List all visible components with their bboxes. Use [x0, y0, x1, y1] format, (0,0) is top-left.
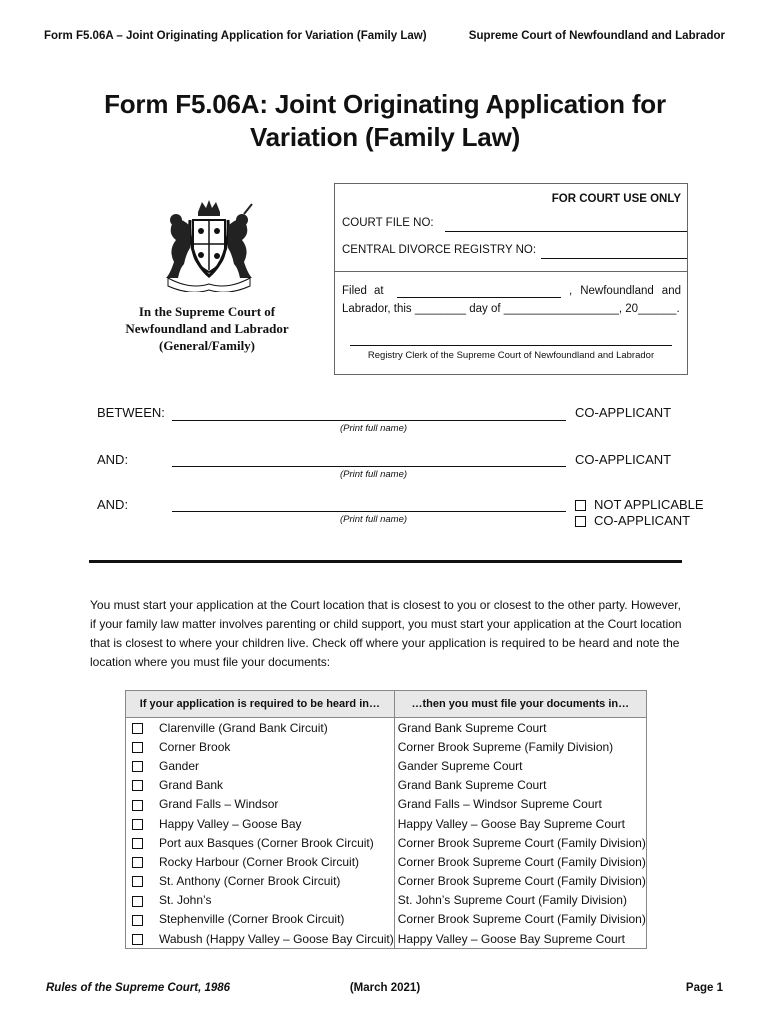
- heard-location-label: St. Anthony (Corner Brook Circuit): [159, 874, 341, 889]
- table-row: [126, 833, 647, 852]
- filing-location-cell: Corner Brook Supreme Court (Family Division): [394, 833, 646, 852]
- heard-location-label: St. John’s: [159, 893, 212, 908]
- heard-location-cell[interactable]: [126, 929, 395, 949]
- registry-clerk-caption: Registry Clerk of the Supreme Court of Newfoundland and Labrador: [367, 350, 655, 361]
- heard-location-label: Happy Valley – Goose Bay: [159, 816, 302, 831]
- print-full-name-caption-3: (Print full name): [340, 514, 408, 525]
- divorce-registry-field[interactable]: [541, 258, 687, 259]
- coat-of-arms-icon: [160, 198, 258, 292]
- table-row: [126, 776, 647, 795]
- location-checkbox[interactable]: [132, 742, 143, 753]
- filing-location-cell: Grand Falls – Windsor Supreme Court: [394, 795, 646, 814]
- location-checkbox[interactable]: [132, 838, 143, 849]
- not-applicable-checkbox[interactable]: [575, 500, 586, 511]
- table-header-file: …then you must file your documents in…: [394, 691, 646, 718]
- co-applicant-checkbox[interactable]: [575, 516, 586, 527]
- table-row: [126, 814, 647, 833]
- table-row: [126, 872, 647, 891]
- print-full-name-caption-1: (Print full name): [340, 423, 408, 434]
- heard-location-label: Port aux Basques (Corner Brook Circuit): [159, 835, 374, 850]
- instructions-paragraph: You must start your application at the Court location that is closest to you or closest to the other party. However, if your family law matter involves parenting or child support, you must start your application at the Court location that is closest to where your children live. Check off where your application is required to be heard and note the location where you must file your documents:: [90, 598, 682, 669]
- court-file-no-field[interactable]: [445, 231, 687, 232]
- table-row: [126, 756, 647, 775]
- court-name-block: [112, 303, 302, 354]
- page-title: [0, 88, 770, 154]
- heard-location-cell[interactable]: [126, 814, 395, 833]
- co-applicant-2-name-field[interactable]: [172, 466, 566, 467]
- location-checkbox[interactable]: [132, 723, 143, 734]
- location-checkbox[interactable]: [132, 857, 143, 868]
- table-row: [126, 929, 647, 949]
- page-title-line1: Form F5.06A: Joint Originating Application for: [104, 89, 666, 119]
- print-full-name-caption-2: (Print full name): [340, 469, 408, 480]
- co-applicant-option-label: CO-APPLICANT: [594, 513, 691, 528]
- heard-location-cell[interactable]: [126, 910, 395, 929]
- heard-location-label: Stephenville (Corner Brook Circuit): [159, 912, 345, 927]
- location-checkbox[interactable]: [132, 780, 143, 791]
- heard-location-label: Gander: [159, 758, 200, 773]
- filing-location-cell: Corner Brook Supreme Court (Family Division): [394, 872, 646, 891]
- filing-location-cell: Corner Brook Supreme Court (Family Division): [394, 910, 646, 929]
- table-row: [126, 737, 647, 756]
- not-applicable-option[interactable]: [575, 497, 704, 512]
- co-applicant-1-role: CO-APPLICANT: [575, 405, 672, 420]
- table-header-heard: If your application is required to be heard in…: [126, 691, 395, 718]
- filed-province-text: , Newfoundland and: [569, 285, 681, 297]
- footer-page-number: Page 1: [685, 982, 723, 994]
- location-checkbox[interactable]: [132, 819, 143, 830]
- third-party-name-field[interactable]: [172, 511, 566, 512]
- location-checkbox[interactable]: [132, 915, 143, 926]
- heard-location-cell[interactable]: [126, 718, 395, 738]
- not-applicable-label: NOT APPLICABLE: [594, 497, 704, 512]
- filing-location-cell: Grand Bank Supreme Court: [394, 718, 646, 738]
- location-checkbox[interactable]: [132, 800, 143, 811]
- court-location-table: [125, 690, 647, 949]
- and-label-2: AND:: [97, 497, 129, 512]
- filing-location-cell: Grand Bank Supreme Court: [394, 776, 646, 795]
- table-row: [126, 910, 647, 929]
- heard-location-cell[interactable]: [126, 891, 395, 910]
- heard-location-cell[interactable]: [126, 776, 395, 795]
- location-checkbox[interactable]: [132, 761, 143, 772]
- filed-label: Filed: [342, 285, 367, 297]
- filing-location-cell: Happy Valley – Goose Bay Supreme Court: [394, 929, 646, 949]
- heard-location-label: Grand Bank: [159, 778, 224, 793]
- section-divider: [89, 560, 682, 563]
- court-use-box: [334, 183, 688, 375]
- filing-location-cell: Corner Brook Supreme Court (Family Division): [394, 852, 646, 871]
- divorce-registry-label: CENTRAL DIVORCE REGISTRY NO:: [342, 244, 537, 256]
- table-row: [126, 891, 647, 910]
- heard-location-cell[interactable]: [126, 737, 395, 756]
- filing-location-cell: Corner Brook Supreme (Family Division): [394, 737, 646, 756]
- court-file-no-label: COURT FILE NO:: [342, 217, 434, 229]
- between-label: BETWEEN:: [97, 405, 165, 420]
- filing-location-cell: St. John’s Supreme Court (Family Division): [394, 891, 646, 910]
- court-use-heading: FOR COURT USE ONLY: [551, 193, 681, 205]
- filed-location-field[interactable]: [397, 297, 561, 298]
- heard-location-cell[interactable]: [126, 756, 395, 775]
- heard-location-label: Clarenville (Grand Bank Circuit): [159, 720, 328, 735]
- and-label-1: AND:: [97, 452, 129, 467]
- header-form-title: Form F5.06A – Joint Originating Application for Variation (Family Law): [44, 30, 427, 42]
- header-court-name: Supreme Court of Newfoundland and Labrador: [468, 30, 725, 42]
- heard-location-label: Corner Brook: [159, 739, 231, 754]
- footer-rules-title: Rules of the Supreme Court, 1986: [46, 982, 231, 994]
- heard-location-cell[interactable]: [126, 795, 395, 814]
- co-applicant-1-name-field[interactable]: [172, 420, 566, 421]
- location-checkbox[interactable]: [132, 896, 143, 907]
- registry-clerk-signature-field[interactable]: [350, 345, 672, 346]
- table-row: [126, 718, 647, 738]
- table-row: [126, 795, 647, 814]
- table-row: [126, 852, 647, 871]
- filed-date-text: Labrador, this ________ day of __________________, 20______.: [342, 303, 680, 315]
- filed-at-label: at: [374, 285, 384, 297]
- page-title-line2: Variation (Family Law): [249, 122, 521, 152]
- location-checkbox[interactable]: [132, 934, 143, 945]
- court-name-line3: (General/Family): [158, 338, 256, 353]
- court-name-line1: In the Supreme Court of: [138, 304, 276, 319]
- footer-date: (March 2021): [349, 982, 421, 994]
- court-name-line2: Newfoundland and Labrador: [125, 321, 289, 336]
- location-checkbox[interactable]: [132, 876, 143, 887]
- co-applicant-2-role: CO-APPLICANT: [575, 452, 672, 467]
- heard-location-cell[interactable]: [126, 833, 395, 852]
- table-header-row: [126, 691, 647, 718]
- filing-location-cell: Gander Supreme Court: [394, 756, 646, 775]
- filing-location-cell: Happy Valley – Goose Bay Supreme Court: [394, 814, 646, 833]
- heard-location-cell[interactable]: [126, 872, 395, 891]
- heard-location-cell[interactable]: [126, 852, 395, 871]
- heard-location-label: Grand Falls – Windsor: [159, 797, 279, 812]
- heard-location-label: Rocky Harbour (Corner Brook Circuit): [159, 854, 360, 869]
- court-box-divider: [335, 271, 687, 272]
- co-applicant-option[interactable]: [575, 513, 690, 528]
- heard-location-label: Wabush (Happy Valley – Goose Bay Circuit): [159, 931, 394, 946]
